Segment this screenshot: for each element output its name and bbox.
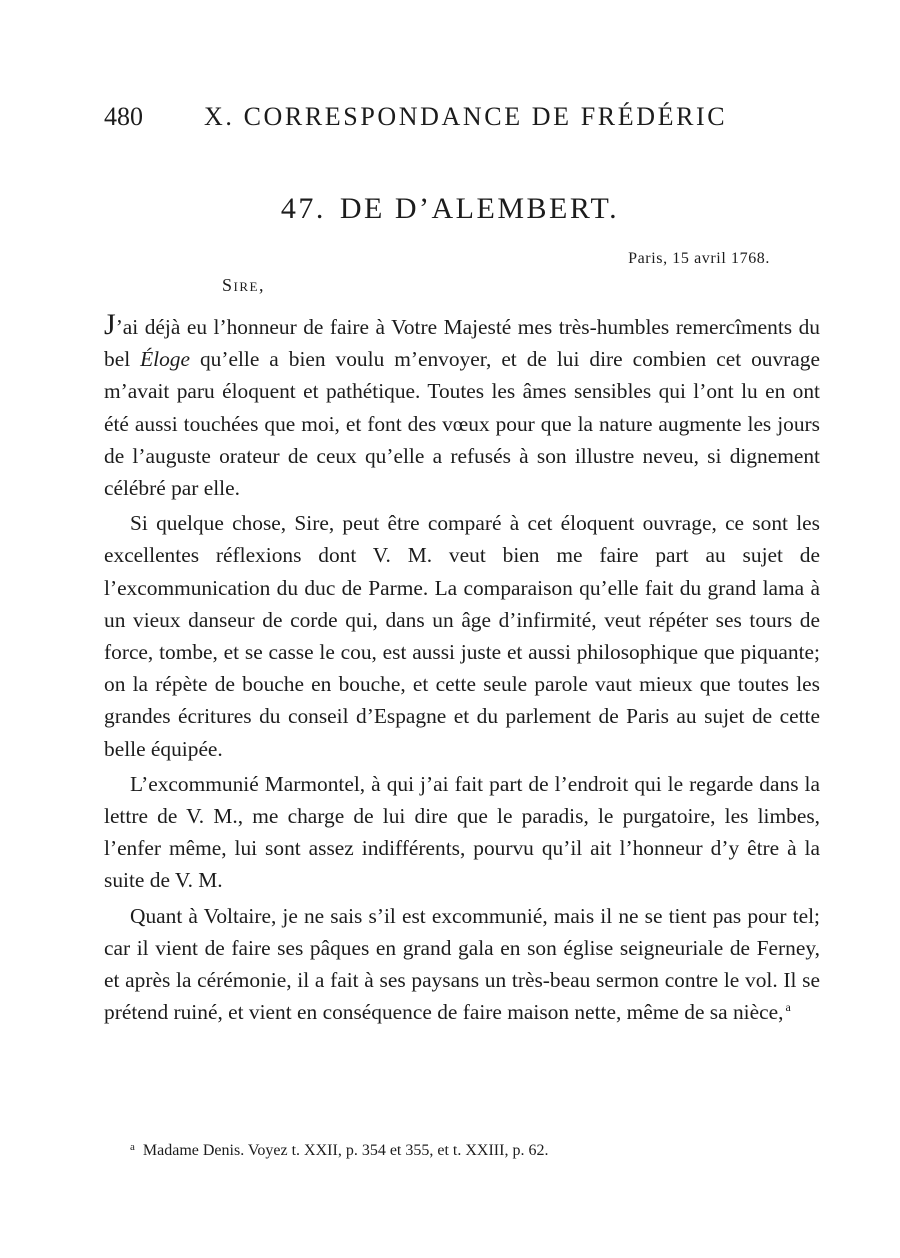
- initial-letter: J: [104, 308, 116, 341]
- letter-number: 47.: [280, 192, 326, 225]
- letter-heading: [0, 192, 900, 226]
- letter-title: DE D’ALEMBERT.: [339, 192, 620, 225]
- footnote-text: Madame Denis. Voyez t. XXII, p. 354 et 355, et t. XXIII, p. 62.: [142, 1142, 549, 1159]
- footnote-mark: a: [130, 1141, 135, 1153]
- letter-body: [104, 308, 820, 1031]
- dateline: Paris, 15 avril 1768.: [628, 250, 770, 267]
- paragraph-2: Si quelque chose, Sire, peut être comparé à cet éloquent ouvrage, ce sont les excellentes réflexions dont V. M. veut bien me faire part au sujet de l’excommunication du duc de Parme. La comparaison qu’elle fait du grand lama à un vieux danseur de corde qui, dans un âge d’infirmité, veut répéter ses tours de force, tombe, et se casse le cou, est aussi juste et aussi philosophique que piquante; on la répète de bouche en bouche, et cette seule parole vaut mieux que toutes les grandes écritures du conseil d’Espagne et du parlement de Paris au sujet de cette belle équipée.: [104, 511, 820, 761]
- page-number: 480: [104, 102, 143, 131]
- running-title: X. CORRESPONDANCE DE FRÉDÉRIC: [204, 102, 728, 131]
- salutation: Sire,: [222, 275, 265, 295]
- paragraph-1-text-b: qu’elle a bien voulu m’envoyer, et de lui dire combien cet ouvrage m’avait paru éloquent et pathétique. Toutes les âmes sensibles qui l’ont lu en ont été aussi touchées que moi, et font des vœux pour que la nature augmente les jours de l’auguste orateur de ceux qu’elle a refusés à son illustre neveu, si dignement célébré par elle.: [104, 347, 820, 501]
- paragraph-4: [104, 900, 820, 1029]
- paragraph-1: [104, 308, 820, 504]
- paragraph-3: L’excommunié Marmontel, à qui j’ai fait part de l’endroit qui le regarde dans la lettre de V. M., me charge de lui dire que le paradis, le purgatoire, les limbes, l’enfer même, lui sont assez indifférents, pourvu qu’il ait l’honneur d’y être à la suite de V. M.: [104, 771, 820, 893]
- footnote-reference[interactable]: a: [785, 1000, 791, 1015]
- running-head: [104, 102, 744, 138]
- paragraph-1-text-a: ’ai déjà eu l’honneur de faire à Votre Majesté mes très-humbles remercîments du bel: [104, 315, 820, 372]
- paragraph-4-text: Quant à Voltaire, je ne sais s’il est excommunié, mais il ne se tient pas pour tel; car il vient de faire ses pâques en grand gala en son église seigneuriale de Ferney, et après la cérémonie, il a fait à ses paysans un très-beau sermon contre le vol. Il se prétend ruiné, et vient en conséquence de faire maison nette, même de sa nièce,: [104, 903, 820, 1025]
- footnote: [130, 1136, 830, 1162]
- eloge-title: Éloge: [140, 347, 190, 372]
